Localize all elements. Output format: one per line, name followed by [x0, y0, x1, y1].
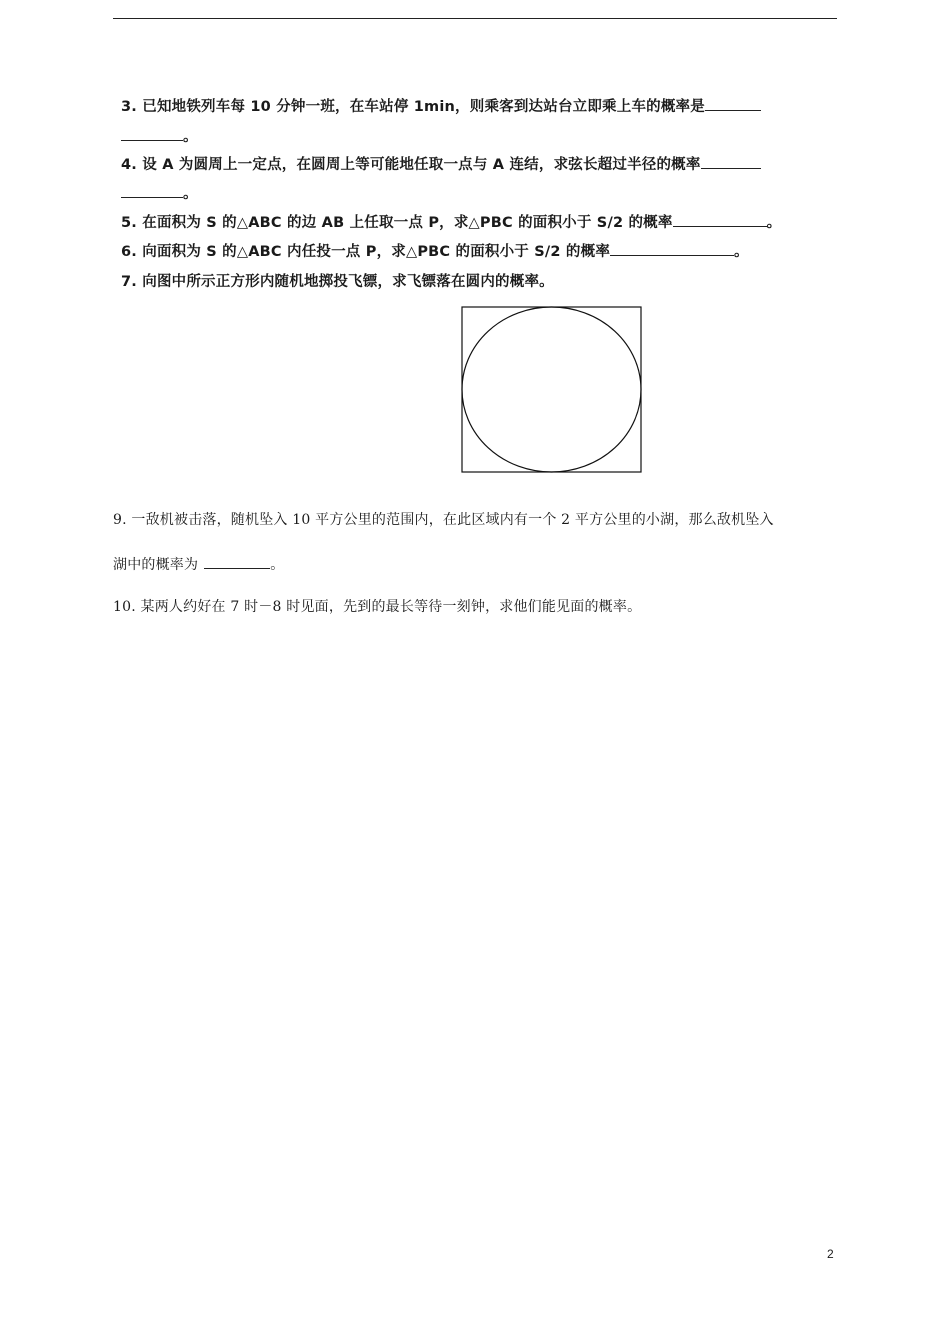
answer-blank — [610, 241, 734, 256]
question-6-text: 6. 向面积为 S 的△ABC 内任投一点 P，求△PBC 的面积小于 S/2 的概率 — [121, 244, 611, 260]
question-9-line-2 — [113, 554, 284, 575]
question-10-text: 10. 某两人约好在 7 时－8 时见面，先到的最长等待一刻钟，求他们能见面的概率。 — [113, 599, 642, 615]
question-9-text: 9. 一敌机被击落，随机坠入 10 平方公里的范围内，在此区域内有一个 2 平方公里的小湖，那么敌机坠入 — [113, 512, 774, 528]
question-9-end: 。 — [270, 557, 285, 573]
question-5-end: 。 — [766, 215, 782, 231]
page-number: 2 — [827, 1247, 834, 1261]
question-7-text: 7. 向图中所示正方形内随机地掷投飞镖，求飞镖落在圆内的概率。 — [121, 274, 554, 290]
question-10 — [113, 597, 641, 617]
answer-blank — [673, 212, 767, 227]
answer-blank — [121, 126, 183, 141]
square-circle-figure — [461, 306, 642, 473]
question-4-text: 4. 设 A 为圆周上一定点，在圆周上等可能地任取一点与 A 连结，求弦长超过半径的概率 — [121, 157, 701, 173]
question-7 — [121, 272, 554, 292]
answer-blank — [705, 96, 761, 111]
question-9-text-2: 湖中的概率为 — [113, 557, 199, 573]
question-4-end: 。 — [183, 186, 198, 202]
question-3-line-1 — [121, 96, 761, 117]
question-6 — [121, 241, 749, 262]
header-rule — [113, 18, 837, 19]
question-4-line-2 — [121, 183, 198, 204]
question-3-line-2 — [121, 126, 198, 147]
question-5-text: 5. 在面积为 S 的△ABC 的边 AB 上任取一点 P，求△PBC 的面积小于 S/2 的概率 — [121, 215, 673, 231]
answer-blank — [121, 183, 183, 198]
question-6-end: 。 — [734, 244, 749, 260]
question-3-text: 3. 已知地铁列车每 10 分钟一班，在车站停 1min，则乘客到达站台立即乘上车的概率是 — [121, 99, 705, 115]
question-3-end: 。 — [183, 129, 198, 145]
question-9-line-1 — [113, 510, 774, 530]
square-shape — [462, 307, 641, 472]
question-4-line-1 — [121, 154, 761, 175]
question-5 — [121, 212, 781, 233]
circle-shape — [462, 307, 641, 472]
answer-blank — [701, 154, 761, 169]
answer-blank — [204, 554, 270, 569]
